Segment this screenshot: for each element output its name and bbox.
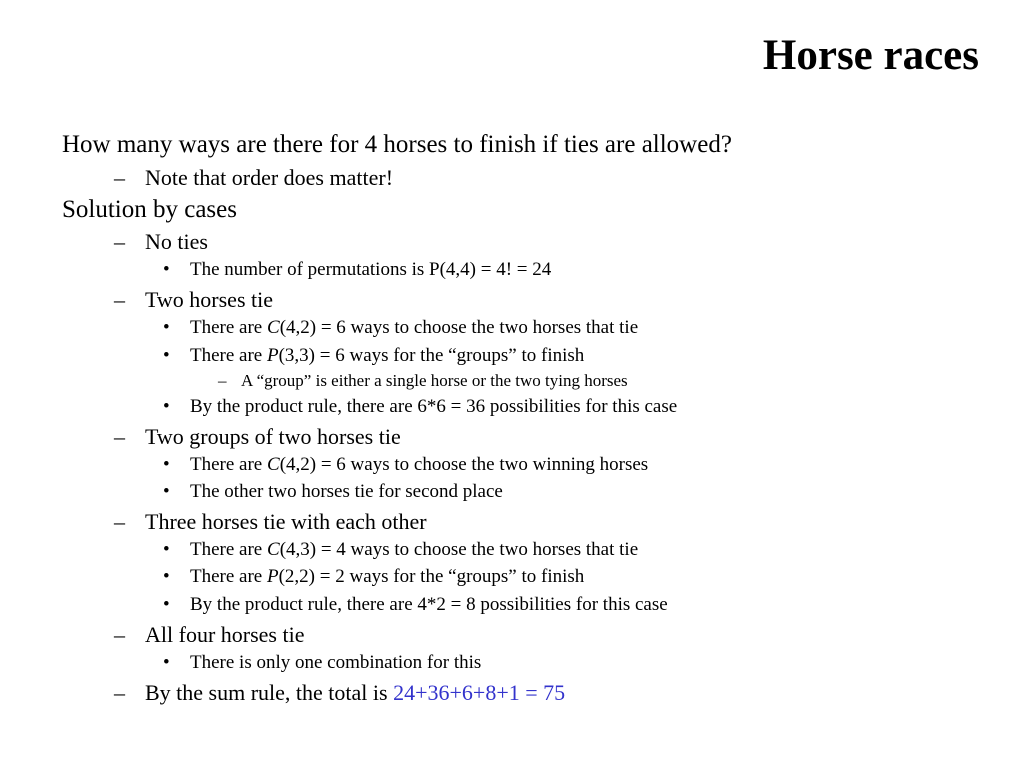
function-name: P <box>267 345 279 366</box>
bullet-marker: • <box>163 396 170 417</box>
bullet-text: The number of permutations is P(4,4) = 4! = 24 <box>190 259 552 280</box>
question-text: How many ways are there for 4 horses to finish if ties are allowed? <box>62 131 732 158</box>
case-two-horses-tie-sub-bullet <box>218 371 628 391</box>
bullet-text: There are <box>190 345 267 366</box>
case-two-groups-tie <box>114 424 401 450</box>
bullet-text: By the product rule, there are 4*2 = 8 possibilities for this case <box>190 594 668 615</box>
function-name: P <box>267 566 279 587</box>
dash-marker: – <box>114 622 125 647</box>
case-three-horses-tie <box>114 509 427 535</box>
case-title: Two horses tie <box>145 287 273 312</box>
dash-marker: – <box>114 680 125 705</box>
bullet-text: There is only one combination for this <box>190 652 482 673</box>
case-title: All four horses tie <box>145 622 305 647</box>
case-title: Three horses tie with each other <box>145 509 427 534</box>
case-three-horses-tie-bullet-3 <box>163 594 668 616</box>
bullet-text: There are <box>190 566 267 587</box>
case-two-groups-tie-bullet-1 <box>163 454 648 476</box>
bullet-text: (4,3) = 4 ways to choose the two horses that tie <box>279 539 639 560</box>
case-three-horses-tie-bullet-1 <box>163 539 638 561</box>
case-two-horses-tie-bullet-2 <box>163 345 584 367</box>
question-note-line <box>114 165 393 191</box>
bullet-text: There are <box>190 539 267 560</box>
sub-bullet-text: A “group” is either a single horse or the two tying horses <box>241 371 628 390</box>
bullet-marker: • <box>163 539 170 560</box>
bullet-marker: • <box>163 594 170 615</box>
sum-rule-total <box>114 680 565 706</box>
dash-marker: – <box>218 371 227 390</box>
question-line <box>62 130 732 160</box>
solution-heading: Solution by cases <box>62 196 237 223</box>
dash-marker: – <box>114 229 125 254</box>
bullet-marker: • <box>163 345 170 366</box>
bullet-marker: • <box>163 454 170 475</box>
case-all-four-tie-bullet-1 <box>163 652 481 674</box>
dash-marker: – <box>114 165 125 190</box>
case-title: Two groups of two horses tie <box>145 424 401 449</box>
total-value: 24+36+6+8+1 = 75 <box>393 680 566 705</box>
dash-marker: – <box>114 509 125 534</box>
case-no-ties <box>114 229 208 255</box>
case-two-horses-tie-bullet-3 <box>163 396 677 418</box>
question-note-text: Note that order does matter! <box>145 165 394 190</box>
bullet-text: There are <box>190 454 267 475</box>
case-title: No ties <box>145 229 208 254</box>
bullet-marker: • <box>163 481 170 502</box>
case-two-horses-tie-bullet-1 <box>163 317 638 339</box>
solution-heading-line <box>62 195 237 225</box>
bullet-text: (2,2) = 2 ways for the “groups” to finish <box>278 566 585 587</box>
bullet-text: (3,3) = 6 ways for the “groups” to finish <box>278 345 585 366</box>
function-name: C <box>267 539 280 560</box>
bullet-text: The other two horses tie for second place <box>190 481 503 502</box>
dash-marker: – <box>114 424 125 449</box>
bullet-marker: • <box>163 652 170 673</box>
total-label: By the sum rule, the total is <box>145 680 394 705</box>
bullet-marker: • <box>163 259 170 280</box>
function-name: C <box>267 317 280 338</box>
bullet-marker: • <box>163 317 170 338</box>
case-no-ties-bullet-1 <box>163 259 551 281</box>
bullet-text: By the product rule, there are 6*6 = 36 possibilities for this case <box>190 396 678 417</box>
case-three-horses-tie-bullet-2 <box>163 566 584 588</box>
function-name: C <box>267 454 280 475</box>
bullet-marker: • <box>163 566 170 587</box>
case-all-four-tie <box>114 622 304 648</box>
case-two-groups-tie-bullet-2 <box>163 481 503 503</box>
bullet-text: There are <box>190 317 267 338</box>
bullet-text: (4,2) = 6 ways to choose the two horses that tie <box>279 317 639 338</box>
slide-title: Horse races <box>762 32 979 79</box>
bullet-text: (4,2) = 6 ways to choose the two winning horses <box>279 454 649 475</box>
case-two-horses-tie <box>114 287 273 313</box>
dash-marker: – <box>114 287 125 312</box>
